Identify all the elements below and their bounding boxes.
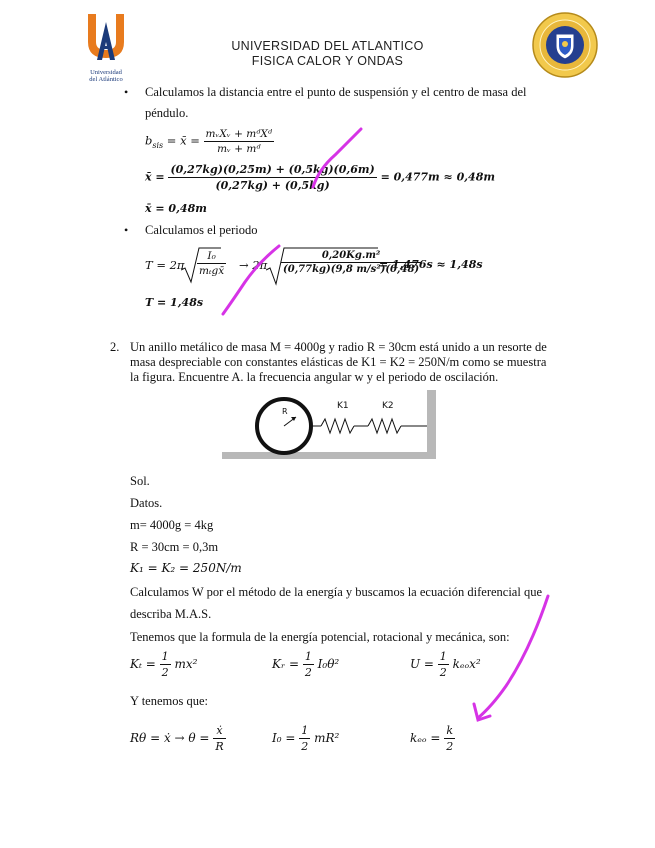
bullet-marker: • (124, 223, 129, 237)
checkmark-annotation-1 (305, 125, 385, 195)
equation-bsis: $b_{sis}$ = x̄ = $\frac{\text{mᵥXᵥ + mᵈXᵈ}}{\text{mᵥ + mᵈ}}$ (145, 128, 273, 155)
label-K2: K2 (382, 401, 394, 411)
label-K1: K1 (337, 401, 349, 411)
problem2-line1: Un anillo metálico de masa M = 4000g y radio R = 30cm está unido a un resorte de (130, 340, 547, 354)
logo-caption: Universidad del Atlántico (89, 69, 123, 83)
y-tenemos-label: Y tenemos que: (130, 694, 208, 708)
bullet-marker: • (124, 85, 129, 99)
equation-kt: Kₜ = $\frac{1}{2}$ mx² (130, 650, 198, 679)
header-title: UNIVERSIDAD DEL ATLANTICO (231, 39, 424, 53)
equation-period-result: T = 1,48s (145, 296, 204, 309)
checkmark-annotation-2 (215, 240, 295, 320)
label-R: R (282, 407, 288, 416)
paragraph-line3: Tenemos que la formula de la energía potencial, rotacional y mecánica, son: (130, 630, 510, 644)
data-spring-constants: K₁ = K₂ = 250N/m (130, 561, 242, 575)
datos-label: Datos. (130, 496, 163, 510)
equation-i0: I₀ = $\frac{1}{2}$ mR² (272, 724, 340, 753)
university-seal-icon (532, 12, 598, 78)
equation-xbar: x̄ = $\frac{(0,27kg)(0,25m) + (0,5kg)(0,6m)}{(0,27kg) + (0,5kg)}$ = 0,477m ≈ 0,48m (145, 163, 495, 192)
data-mass: m= 4000g = 4kg (130, 518, 214, 532)
equation-u: U = $\frac{1}{2}$ kₑₒx² (410, 650, 481, 679)
bullet1-line2: péndulo. (145, 106, 189, 120)
data-radius: R = 30cm = 0,3m (130, 540, 219, 554)
header-subtitle: FISICA CALOR Y ONDAS (251, 54, 404, 68)
equation-xbar-result: x̄ = 0,48m (145, 202, 207, 215)
arrow-annotation (470, 590, 560, 730)
sol-label: Sol. (130, 474, 150, 488)
problem2-line3: la figura. Encuentre A. la frecuencia angular w y el periodo de oscilación. (130, 370, 499, 384)
paragraph-line2: describa M.A.S. (130, 607, 212, 621)
problem-number: 2. (110, 340, 120, 354)
bullet2-text: Calculamos el periodo (145, 223, 258, 237)
equation-r-theta: Rθ = ẋ → θ = $\frac{\text{ẋ}}{R}$ (130, 724, 224, 753)
equation-keq: kₑₒ = $\frac{k}{2}$ (410, 724, 454, 753)
problem2-line2: masa despreciable con constantes elásticas de K1 = K2 = 250N/m como se muestra (130, 355, 547, 369)
paragraph-line1: Calculamos W por el método de la energía y buscamos la ecuación diferencial que (130, 585, 543, 599)
bullet1-line1: Calculamos la distancia entre el punto de suspensión y el centro de masa del (145, 85, 527, 99)
equation-kr: Kᵣ = $\frac{1}{2}$ I₀θ² (272, 650, 340, 679)
ring-spring-figure (222, 388, 437, 463)
